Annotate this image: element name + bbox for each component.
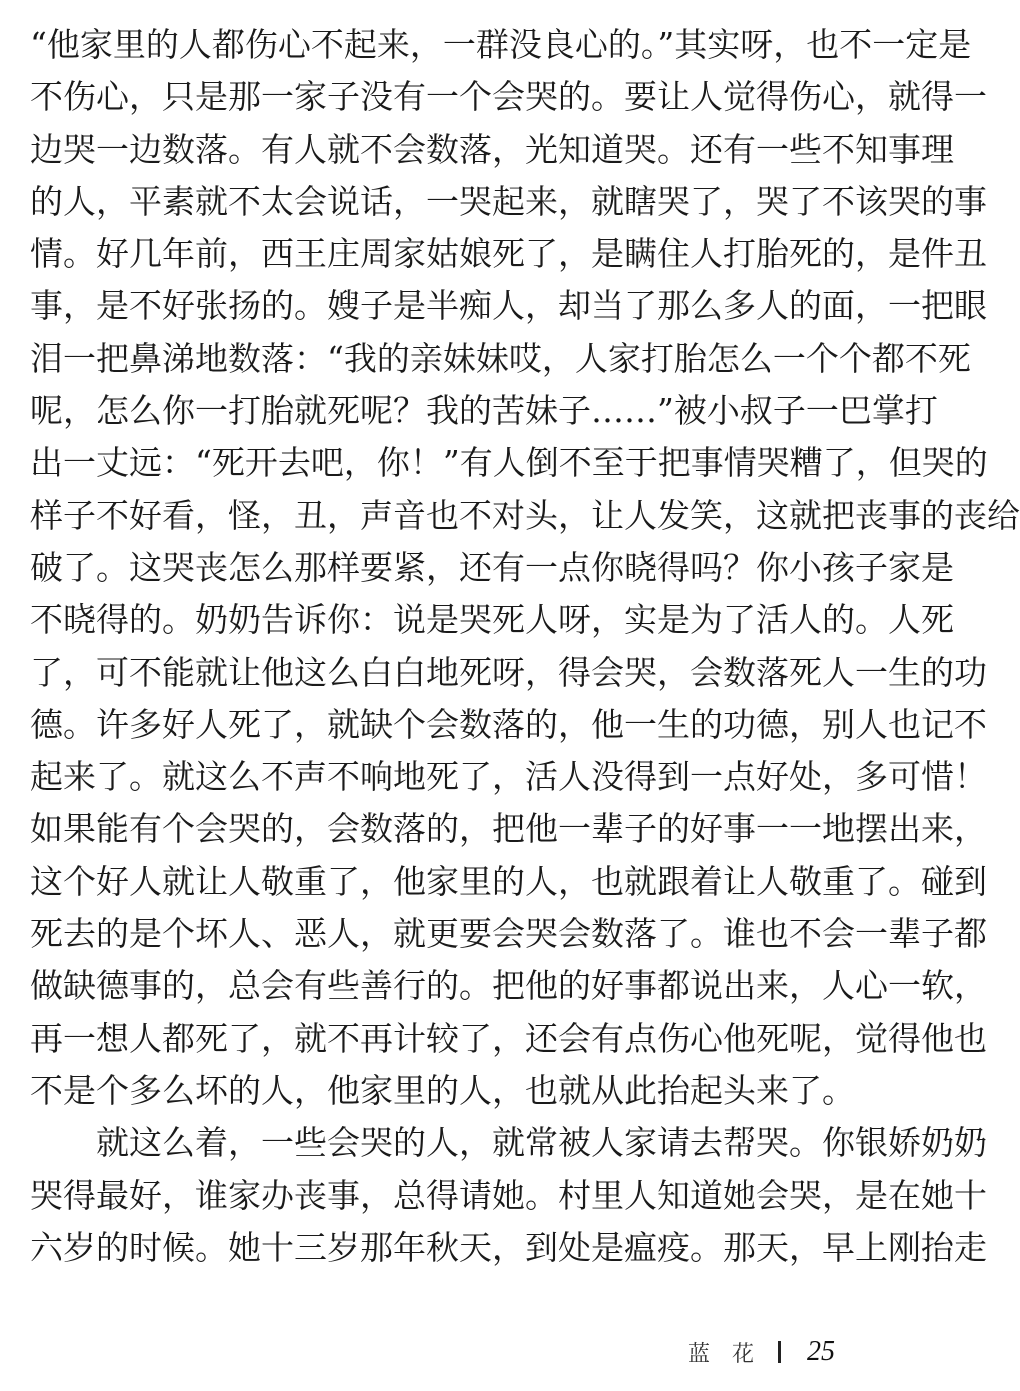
text-line: 就这么着，一些会哭的人，就常被人家请去帮哭。你银娇奶奶	[96, 1123, 987, 1163]
text-line: 了，可不能就让他这么白白地死呀，得会哭，会数落死人一生的功	[30, 652, 987, 692]
text-line: 边哭一边数落。有人就不会数落，光知道哭。还有一些不知事理	[30, 129, 954, 169]
text-line: 起来了。就这么不声不响地死了，活人没得到一点好处，多可惜！	[30, 757, 987, 797]
text-line: 死去的是个坏人、恶人，就更要会哭会数落了。谁也不会一辈子都	[30, 914, 987, 954]
text-line: 哭得最好，谁家办丧事，总得请她。村里人知道她会哭，是在她十	[30, 1175, 987, 1215]
text-line: 如果能有个会哭的，会数落的，把他一辈子的好事一一地摆出来，	[30, 809, 987, 849]
text-line: 的人，平素就不太会说话，一哭起来，就瞎哭了，哭了不该哭的事	[30, 181, 987, 221]
text-line: 这个好人就让人敬重了，他家里的人，也就跟着让人敬重了。碰到	[30, 861, 987, 901]
text-line: 出一丈远：“死开去吧，你！”有人倒不至于把事情哭糟了，但哭的	[30, 443, 988, 483]
page-number: 25	[807, 1336, 836, 1367]
text-line: 呢，怎么你一打胎就死呢？我的苦妹子……”被小叔子一巴掌打	[30, 391, 938, 431]
page-body-text	[30, 19, 1020, 1274]
text-line: 不晓得的。奶奶告诉你：说是哭死人呀，实是为了活人的。人死	[30, 600, 954, 640]
text-line: 不伤心，只是那一家子没有一个会哭的。要让人觉得伤心，就得一	[30, 77, 987, 117]
text-line: 德。许多好人死了，就缺个会数落的，他一生的功德，别人也记不	[30, 704, 987, 744]
text-line: 不是个多么坏的人，他家里的人，也就从此抬起头来了。	[30, 1070, 855, 1110]
text-line: 情。好几年前，西王庄周家姑娘死了，是瞒住人打胎死的，是件丑	[30, 234, 987, 274]
text-line: 做缺德事的，总会有些善行的。把他的好事都说出来，人心一软，	[30, 966, 987, 1006]
text-line: 样子不好看，怪，丑，声音也不对头，让人发笑，这就把丧事的丧给	[30, 495, 1020, 535]
text-line: 六岁的时候。她十三岁那年秋天，到处是瘟疫。那天，早上刚抬走	[30, 1227, 987, 1267]
page-footer	[688, 1332, 835, 1372]
text-line: 事，是不好张扬的。嫂子是半痴人，却当了那么多人的面，一把眼	[30, 286, 987, 326]
text-line: “他家里的人都伤心不起来，一群没良心的。”其实呀，也不一定是	[30, 25, 972, 64]
running-title: 蓝花	[688, 1340, 777, 1366]
footer-divider	[778, 1341, 781, 1363]
text-line: 破了。这哭丧怎么那样要紧，还有一点你晓得吗？你小孩子家是	[30, 547, 954, 587]
text-line: 泪一把鼻涕地数落：“我的亲妹妹哎，人家打胎怎么一个个都不死	[30, 338, 971, 378]
text-line: 再一想人都死了，就不再计较了，还会有点伤心他死呢，觉得他也	[30, 1018, 987, 1058]
